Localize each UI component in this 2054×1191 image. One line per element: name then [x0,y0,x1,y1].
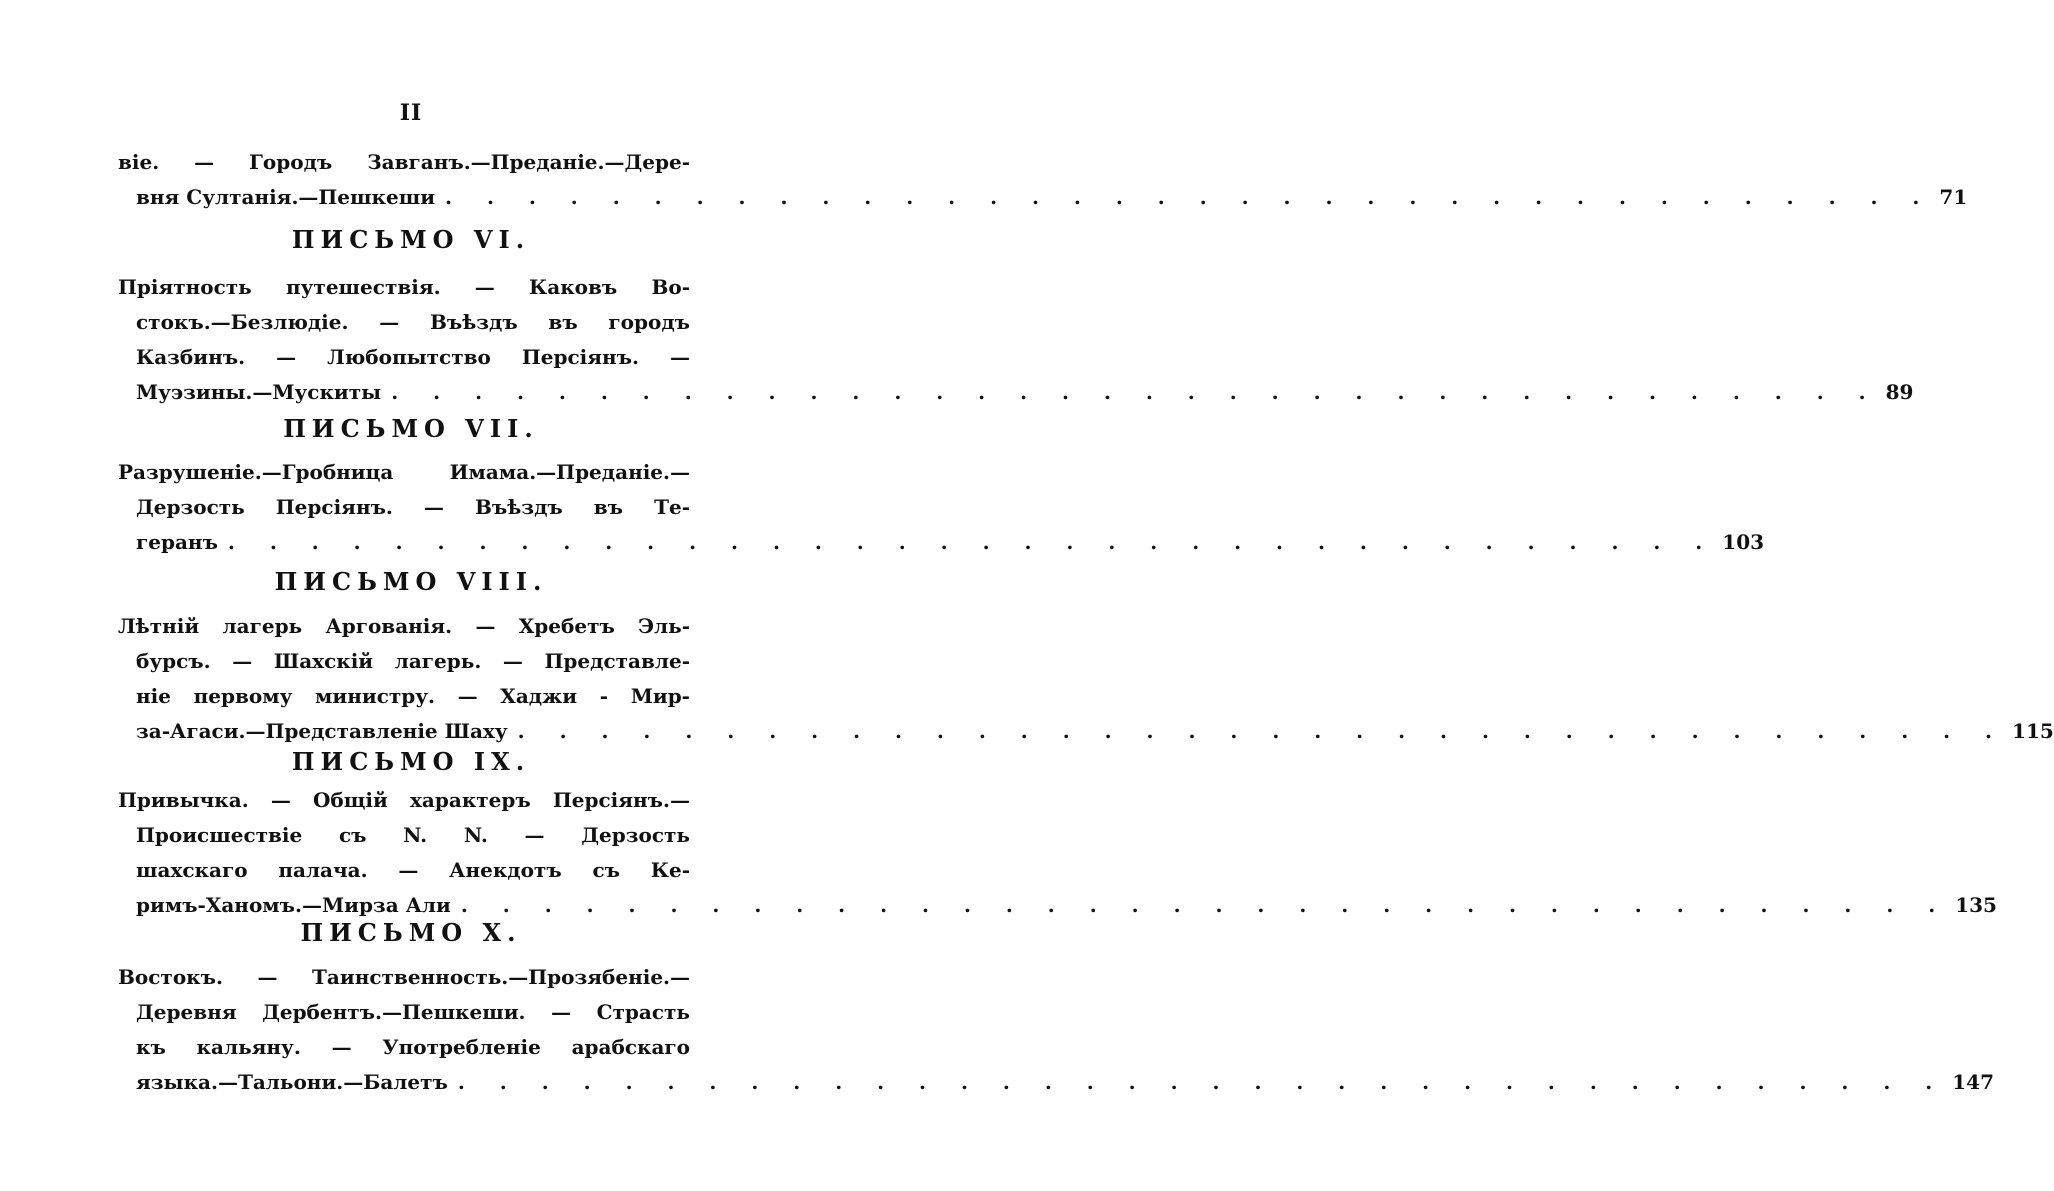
toc-line-text: Муэзины.—Мускиты [136,380,382,404]
toc-line: Разрушеніе.—Гробница Имама.—Преданіе.— [118,460,690,484]
toc-line-text: геранъ [136,530,218,554]
section-heading: ПИСЬМО VIII. [274,567,548,596]
toc-page-ref: 147 [1952,1070,1994,1094]
toc-line: Казбинъ. — Любопытство Персіянъ. — [136,345,690,369]
toc-line-last [118,185,1968,221]
toc-page-ref: 103 [1722,530,1765,554]
toc-line: Пріятность путешествія. — Каковъ Во- [118,275,690,299]
toc-line-last [118,530,1765,566]
toc-page-ref: 89 [1885,380,1914,404]
toc-line-text: языка.—Тальони.—Балетъ [136,1070,448,1094]
page-number: II [399,100,423,126]
toc-line: къ кальяну. — Употребленіе арабскаго [136,1035,690,1059]
section-heading: ПИСЬМО X. [300,918,522,947]
toc-line: ніе первому министру. — Хаджи - Мир- [136,684,690,708]
toc-line: Востокъ. — Таинственность.—Прозябеніе.— [118,965,690,989]
toc-line-text: римъ-Ханомъ.—Мирза Али [136,893,451,917]
toc-line: віе. — Городъ Завганъ.—Преданіе.—Дере- [118,150,690,174]
section-heading: ПИСЬМО VII. [283,414,539,443]
toc-page-ref: 115 [2012,719,2054,743]
toc-line: стокъ.—Безлюдіе. — Въѣздъ въ городъ [136,310,690,334]
toc-line: Дерзость Персіянъ. — Въѣздъ въ Те- [136,495,690,519]
toc-line: шахскаго палача. — Анекдотъ съ Ке- [136,858,690,882]
toc-line: Привычка. — Общій характеръ Персіянъ.— [118,788,690,812]
dot-leader: . . . . . . . . . . . . . . . . . . . . . . . . . . . . . . . . . . . . [457,1070,1947,1094]
dot-leader: . . . . . . . . . . . . . . . . . . . . . . . . . . . . . . . . . . . . [227,530,1717,554]
toc-line: Происшествіе съ N. N. — Дерзость [136,823,690,847]
toc-line-text: вня Султанія.—Пешкеши [136,185,436,209]
toc-line-last [118,380,1914,416]
section-heading: ПИСЬМО VI. [291,225,531,254]
dot-leader: . . . . . . . . . . . . . . . . . . . . . . . . . . . . . . . . . . . . [460,893,1950,917]
dot-leader: . . . . . . . . . . . . . . . . . . . . . . . . . . . . . . . . . . . . [391,380,1880,404]
toc-line: бурсъ. — Шахскій лагерь. — Представле- [136,649,690,673]
toc-page-ref: 71 [1939,185,1968,209]
dot-leader: . . . . . . . . . . . . . . . . . . . . . . . . . . . . . . . . . . . . [445,185,1934,209]
toc-line-last [118,1070,1994,1106]
dot-leader: . . . . . . . . . . . . . . . . . . . . . . . . . . . . . . . . . . . . [517,719,2007,743]
toc-page-ref: 135 [1955,893,1997,917]
toc-line-text: за-Агаси.—Представленіе Шаху [136,719,508,743]
toc-line: Деревня Дербентъ.—Пешкеши. — Страсть [136,1000,690,1024]
section-heading: ПИСЬМО IX. [291,747,531,776]
toc-line: Лѣтній лагерь Аргованія. — Хребетъ Эль- [118,614,690,638]
